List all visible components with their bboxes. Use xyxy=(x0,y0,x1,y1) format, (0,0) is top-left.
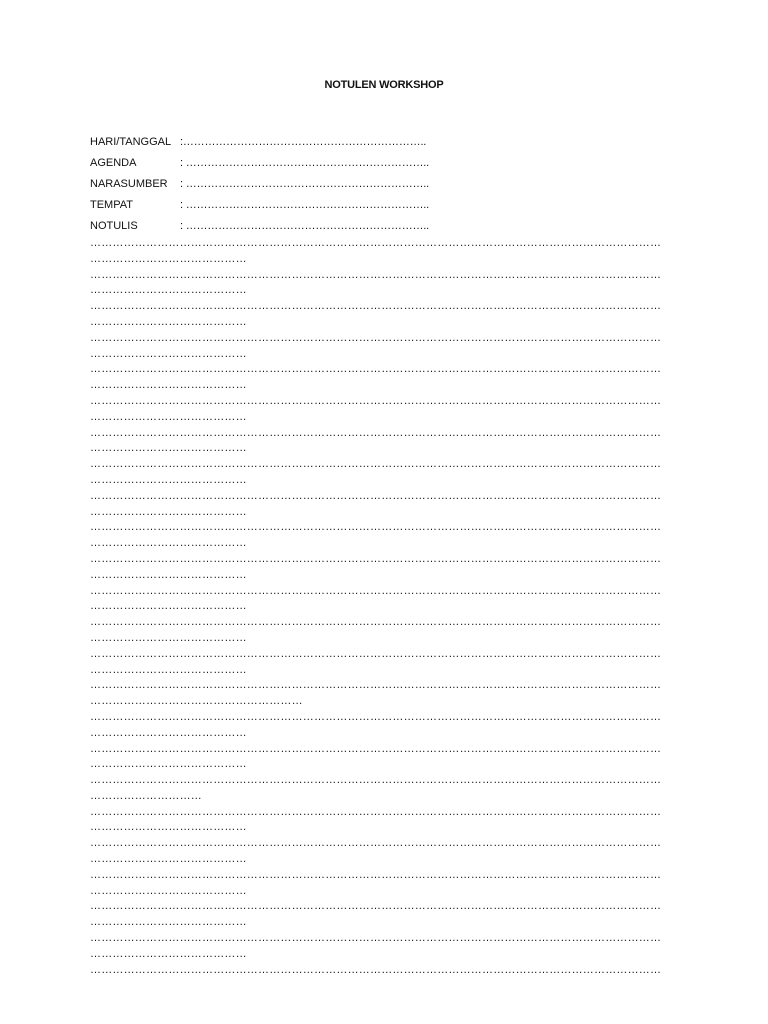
dotted-line: ……………………………………………………………………………………………………………………………………… xyxy=(90,932,662,945)
dotted-line: ……………………………………………………………………………………………………………………………………… xyxy=(90,647,662,660)
dotted-line: ……………………………………………………………………………………………………………………………………… xyxy=(90,616,662,629)
dotted-line: …………………………………… xyxy=(90,884,247,897)
dotted-line: …………………………………… xyxy=(90,568,247,581)
dotted-line: …………………………………… xyxy=(90,315,247,328)
dotted-line: ……………………………………………………………………………………………………………………………………… xyxy=(90,521,662,534)
field-value-line: : ………………………………………………………….. xyxy=(180,198,430,211)
dotted-line: ……………………………………………………………………………………………………………………………………… xyxy=(90,710,662,723)
dotted-line: …………………………………… xyxy=(90,379,247,392)
dotted-line: …………………………………… xyxy=(90,252,247,265)
dotted-line: …………………………………… xyxy=(90,853,247,866)
dotted-line: …………………………………… xyxy=(90,473,247,486)
dotted-line: ……………………………………………………………………………………………………………………………………… xyxy=(90,394,662,407)
field-agenda xyxy=(90,152,690,173)
field-value-line: :………………………………………………………….. xyxy=(180,135,427,148)
dotted-line: ………………………………………………… xyxy=(90,695,303,708)
dotted-line: …………………………………… xyxy=(90,537,247,550)
dotted-line: ……………………………………………………………………………………………………………………………………… xyxy=(90,458,662,471)
dotted-line: …………………………………… xyxy=(90,631,247,644)
dotted-line: …………………………………… xyxy=(90,821,247,834)
field-label: NARASUMBER xyxy=(90,177,168,190)
dotted-line: …………………………………… xyxy=(90,347,247,360)
field-value-line: : ………………………………………………………….. xyxy=(180,156,430,169)
field-notulis xyxy=(90,215,690,236)
dotted-line: ……………………………………………………………………………………………………………………………………… xyxy=(90,552,662,565)
dotted-line: ……………………………………………………………………………………………………………………………………… xyxy=(90,963,662,976)
dotted-line: …………………………………… xyxy=(90,758,247,771)
dotted-line: ……………………………………………………………………………………………………………………………………… xyxy=(90,584,662,597)
dotted-line: …………………………………… xyxy=(90,505,247,518)
field-label: HARI/TANGGAL xyxy=(90,135,172,148)
dotted-line: ……………………………………………………………………………………………………………………………………… xyxy=(90,868,662,881)
field-label: TEMPAT xyxy=(90,198,133,211)
dotted-line: …………………………………… xyxy=(90,947,247,960)
dotted-line: ……………………………………………………………………………………………………………………………………… xyxy=(90,679,662,692)
dotted-line: …………………………………… xyxy=(90,916,247,929)
dotted-line: …………………………………… xyxy=(90,284,247,297)
field-value-line: : ………………………………………………………….. xyxy=(180,219,430,232)
dotted-line: ……………………………………………………………………………………………………………………………………… xyxy=(90,489,662,502)
field-label: AGENDA xyxy=(90,156,137,169)
dotted-line: ……………………………………………………………………………………………………………………………………… xyxy=(90,837,662,850)
header-fields xyxy=(90,131,690,236)
dotted-line: ……………………………………………………………………………………………………………………………………… xyxy=(90,300,662,313)
dotted-line: ……………………………………………………………………………………………………………………………………… xyxy=(90,742,662,755)
dotted-line: ……………………………………………………………………………………………………………………………………… xyxy=(90,805,662,818)
dotted-line: …………………………………… xyxy=(90,410,247,423)
dotted-line: ……………………………………………………………………………………………………………………………………… xyxy=(90,268,662,281)
dotted-line: ………………………… xyxy=(90,789,202,802)
dotted-line: ……………………………………………………………………………………………………………………………………… xyxy=(90,774,662,787)
dotted-line: …………………………………… xyxy=(90,663,247,676)
field-hari-tanggal xyxy=(90,131,690,152)
dotted-line: …………………………………… xyxy=(90,726,247,739)
field-narasumber xyxy=(90,173,690,194)
dotted-line: …………………………………… xyxy=(90,600,247,613)
notes-lines xyxy=(90,236,670,978)
dotted-line: ……………………………………………………………………………………………………………………………………… xyxy=(90,237,662,249)
field-tempat xyxy=(90,194,690,215)
field-value-line: : ………………………………………………………….. xyxy=(180,177,430,190)
dotted-line: ……………………………………………………………………………………………………………………………………… xyxy=(90,900,662,913)
dotted-line: ……………………………………………………………………………………………………………………………………… xyxy=(90,426,662,439)
dotted-line: ……………………………………………………………………………………………………………………………………… xyxy=(90,363,662,376)
dotted-line: ……………………………………………………………………………………………………………………………………… xyxy=(90,331,662,344)
document-title: NOTULEN WORKSHOP xyxy=(324,79,444,91)
field-label: NOTULIS xyxy=(90,219,138,232)
dotted-line: …………………………………… xyxy=(90,442,247,455)
